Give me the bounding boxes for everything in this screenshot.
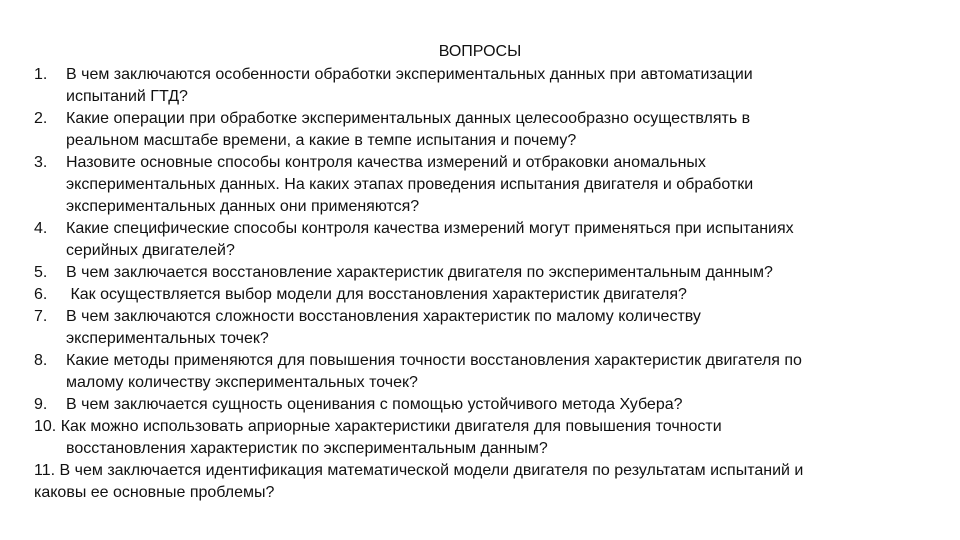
question-first-line — [34, 418, 722, 435]
question-number: 9. — [34, 396, 48, 413]
question-number: 7. — [34, 308, 48, 325]
question-text: Какие операции при обработке экспериментальных данных целесообразно осуществлять в — [66, 110, 751, 127]
question-text-cont: восстановления характеристик по экспериментальным данным? — [66, 440, 548, 457]
question-text: Какие методы применяются для повышения точности восстановления характеристик двигателя по — [66, 352, 802, 369]
question-text: Какие специфические способы контроля качества измерений могут применяться при испытаниях — [66, 220, 794, 237]
slide-title: ВОПРОСЫ — [438, 43, 522, 60]
question-text-cont: малому количеству экспериментальных точек? — [66, 374, 418, 391]
question-item-11 — [34, 460, 934, 504]
question-item-7 — [34, 306, 934, 350]
question-number: 6. — [34, 286, 48, 303]
question-number: 4. — [34, 220, 48, 237]
question-text: Как можно использовать априорные характеристики двигателя для повышения точности — [60, 418, 722, 435]
question-text: В чем заключается восстановление характеристик двигателя по экспериментальным данным? — [66, 264, 773, 281]
question-number: 11. — [34, 462, 56, 479]
question-text-cont: экспериментальных точек? — [66, 330, 269, 347]
question-item-10 — [34, 416, 934, 460]
question-number: 10. — [34, 418, 57, 435]
question-text: В чем заключается сущность оценивания с помощью устойчивого метода Хубера? — [66, 396, 683, 413]
question-item-6 — [34, 284, 934, 306]
question-number: 8. — [34, 352, 48, 369]
question-item-3 — [34, 152, 836, 218]
question-text: Как осуществляется выбор модели для восстановления характеристик двигателя? — [66, 286, 687, 303]
question-text: В чем заключаются особенности обработки экспериментальных данных при автоматизации — [66, 66, 753, 83]
question-item-5 — [34, 262, 934, 284]
question-number: 1. — [34, 66, 48, 83]
question-number: 2. — [34, 110, 48, 127]
question-item-4 — [34, 218, 934, 262]
question-item-1 — [34, 64, 934, 108]
question-text-cont: испытаний ГТД? — [66, 88, 188, 105]
question-text: В чем заключается идентификация математической модели двигателя по результатам испытаний и — [59, 462, 804, 479]
question-text: В чем заключаются сложности восстановления характеристик по малому количеству — [66, 308, 701, 325]
question-item-8 — [34, 350, 934, 394]
question-item-2 — [34, 108, 934, 152]
question-text-cont: каковы ее основные проблемы? — [34, 484, 275, 501]
question-text-cont: серийных двигателей? — [66, 242, 235, 259]
question-number: 3. — [34, 154, 48, 171]
question-text-cont: экспериментальных данных. На каких этапах проведения испытания двигателя и обработки экспериментальных данных они применяются? — [66, 176, 754, 215]
questions-list — [34, 64, 934, 504]
question-text-cont: реальном масштабе времени, а какие в темпе испытания и почему? — [66, 132, 577, 149]
question-item-9 — [34, 394, 934, 416]
question-number: 5. — [34, 264, 48, 281]
question-text: Назовите основные способы контроля качества измерений и отбраковки аномальных — [66, 154, 706, 171]
